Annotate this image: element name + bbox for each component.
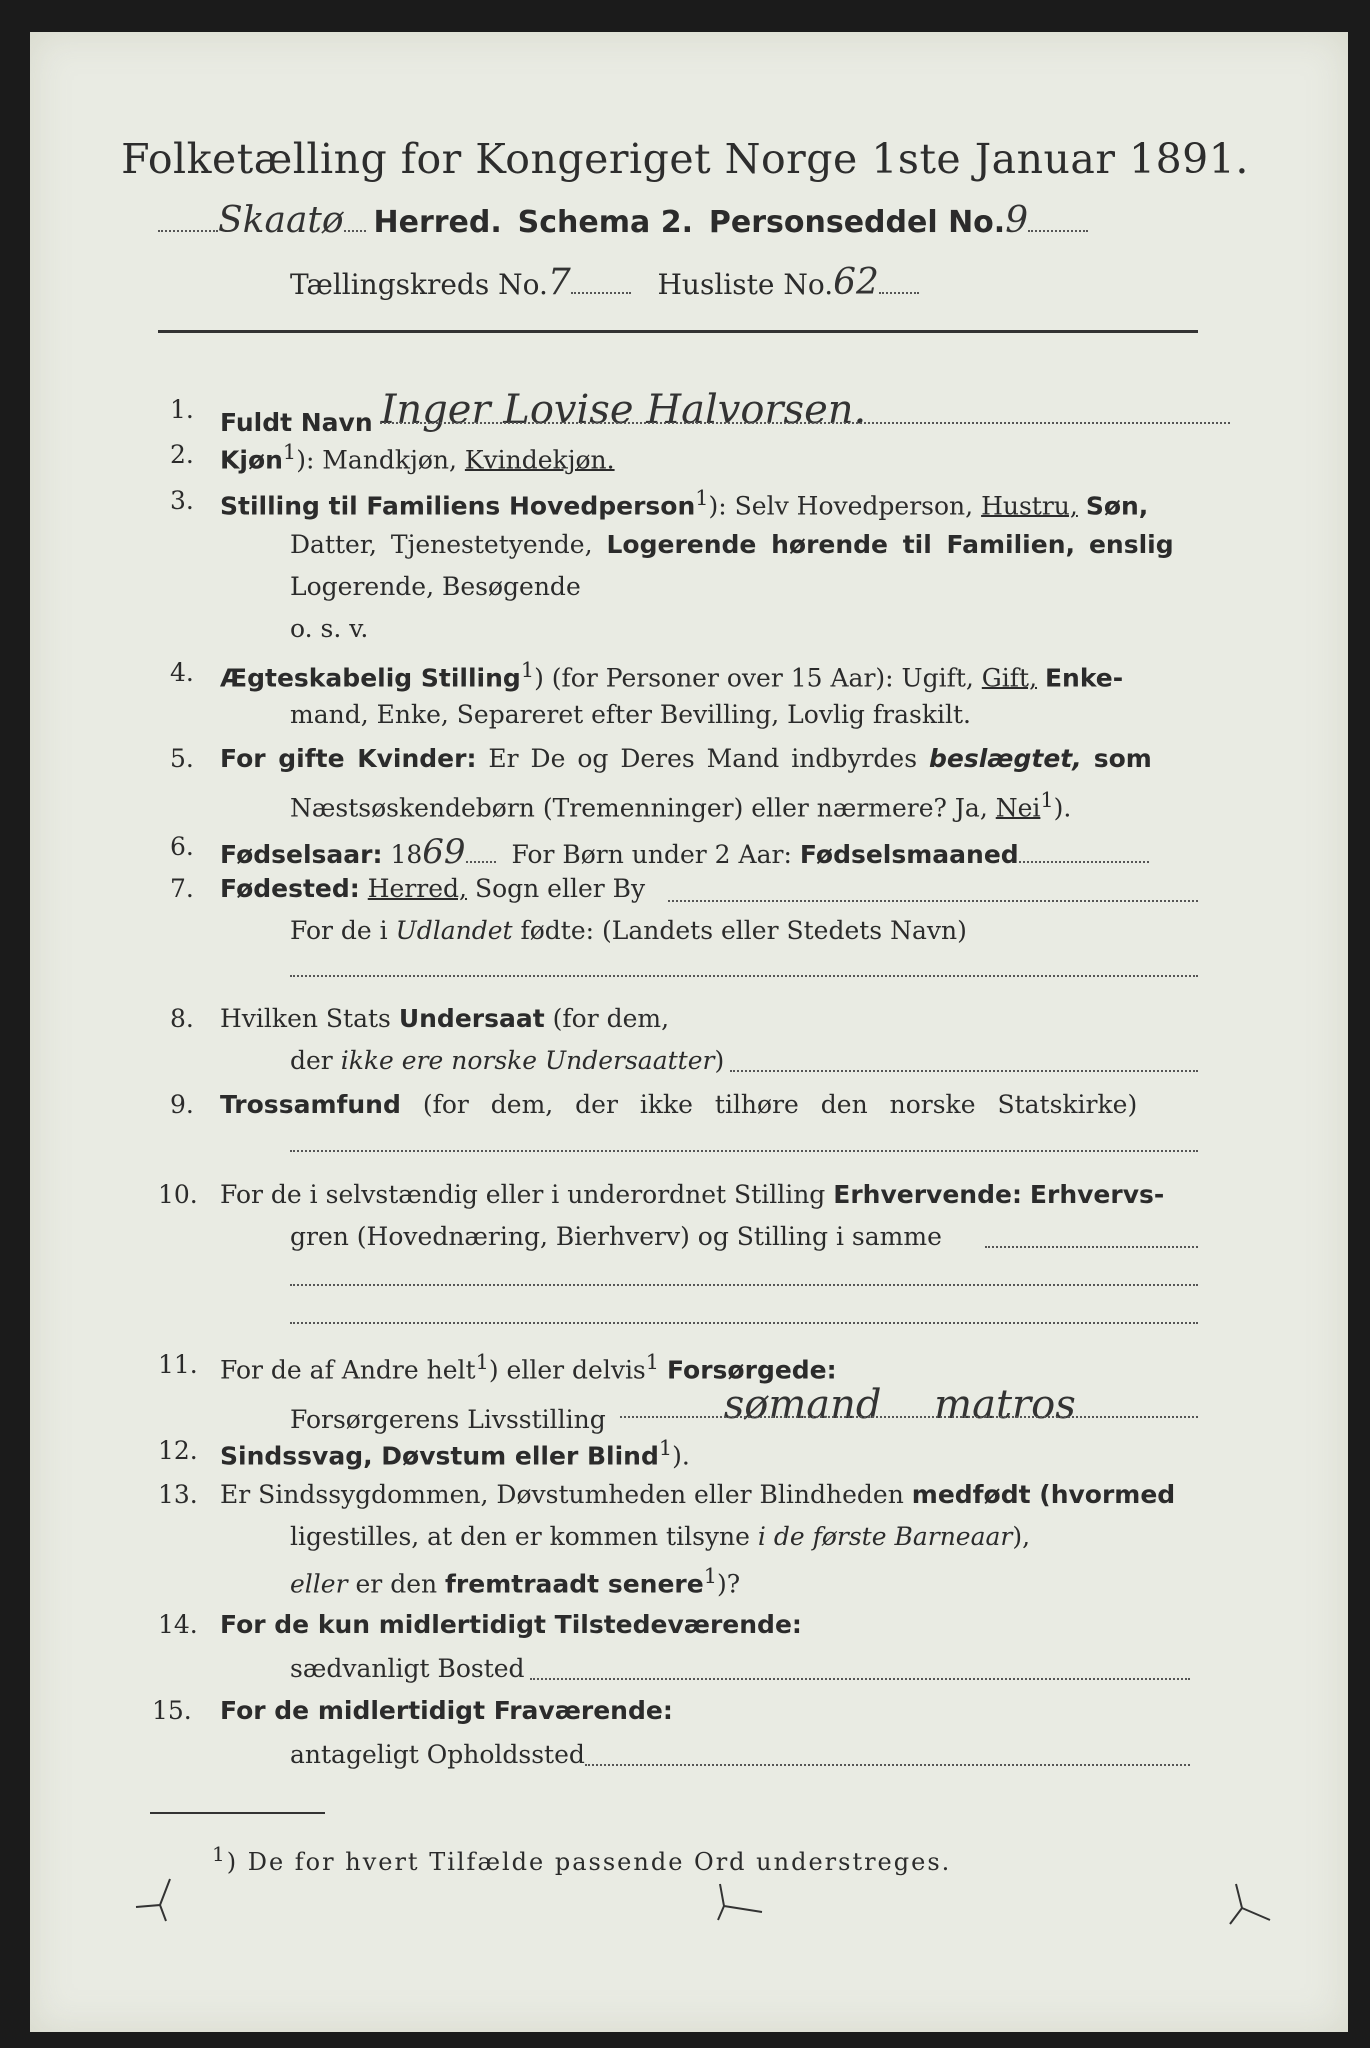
- q5-line2-text: Næstsøskendebørn (Tremenninger) eller nærmere? Ja,: [290, 793, 988, 823]
- q5-footnote-mark: 1: [1040, 788, 1054, 812]
- q5-line2-end: ).: [1053, 793, 1072, 823]
- q9-label: Trossamfund: [220, 1090, 401, 1119]
- q3-underlined-option: Hustru,: [981, 491, 1078, 521]
- q4-option-b: Enke-: [1044, 663, 1124, 693]
- q7-label: Fødested:: [220, 874, 360, 903]
- center-bracket-mark: [690, 1880, 770, 1930]
- q2-row: [220, 440, 615, 474]
- q11-handwritten-occupation: sømand matros: [723, 1382, 1076, 1428]
- q7-underlined-option: Herred,: [367, 874, 467, 903]
- q12-end: ).: [672, 1441, 690, 1471]
- q10-text-b: Erhvervs-: [1029, 1180, 1165, 1209]
- herred-handwritten: Skaatø: [218, 200, 344, 241]
- q5-number: 5.: [170, 744, 194, 773]
- q7-line2-italic: Udlandet: [395, 916, 513, 945]
- q3-line3: Logerende, Besøgende: [290, 572, 581, 601]
- q1-handwritten-name: Inger Lovise Halvorsen.: [380, 387, 867, 433]
- q11-line2-text: Forsørgerens Livsstilling: [290, 1405, 606, 1434]
- q3-label: Stilling til Familiens Hovedperson: [220, 491, 696, 521]
- schema-label: Schema 2.: [517, 205, 693, 240]
- q5-label: For gifte Kvinder:: [220, 744, 477, 773]
- q3-line2: [290, 530, 1174, 559]
- q4-row: [220, 658, 1123, 692]
- q9-dotted-line: [290, 1150, 1198, 1152]
- q15-dotted-line: [585, 1764, 1190, 1766]
- q13-line3: [290, 1564, 740, 1598]
- q11-text-b: ) eller delvis: [488, 1355, 646, 1385]
- q14-label: For de kun midlertidigt Tilstedeværende:: [220, 1610, 802, 1639]
- q1-dotted-line: [380, 422, 1230, 424]
- q6-row: [220, 832, 1149, 872]
- q2-options: ): Mandkjøn,: [296, 445, 457, 475]
- q14-dotted-line: [530, 1678, 1190, 1680]
- q9-text: (for dem, der ikke tilhøre den norske Statskirke): [422, 1090, 1138, 1119]
- q5-text: Er De og Deres Mand indbyrdes: [488, 744, 918, 773]
- q14-number: 14.: [158, 1610, 198, 1639]
- q2-footnote-mark: 1: [282, 440, 297, 464]
- q4-line2: mand, Enke, Separeret efter Bevilling, Lovlig fraskilt.: [290, 700, 971, 729]
- q6-children-text: For Børn under 2 Aar:: [511, 840, 792, 869]
- q14-line2: sædvanligt Bosted: [290, 1654, 525, 1683]
- q15-line2: antageligt Opholdssted: [290, 1740, 585, 1769]
- footnote-text: ) De for hvert Tilfælde passende Ord understreges.: [226, 1848, 952, 1876]
- q4-label: Ægteskabelig Stilling: [220, 663, 521, 693]
- q12-number: 12.: [158, 1436, 198, 1465]
- q8-text-a: Hvilken Stats: [220, 1004, 391, 1033]
- q5-italic: beslægtet,: [929, 744, 1082, 773]
- q11-footnote-mark-1: 1: [475, 1350, 489, 1374]
- q12-footnote-mark: 1: [658, 1436, 673, 1460]
- q8-label: Undersaat: [398, 1004, 545, 1033]
- q6-month-label: Fødselsmaaned: [799, 840, 1019, 869]
- q2-label: Kjøn: [220, 445, 283, 475]
- q5-line2: [290, 788, 1071, 822]
- footnote-mark: 1: [212, 1842, 227, 1866]
- q4-footnote-mark: 1: [520, 658, 535, 682]
- q14-row: [220, 1610, 802, 1639]
- husliste-handwritten: 62: [833, 262, 879, 303]
- q13-line2-a: ligestilles, at den er kommen tilsyne: [290, 1522, 750, 1551]
- q2-number: 2.: [170, 440, 194, 469]
- q12-row: [220, 1436, 690, 1470]
- q5-row: [220, 744, 1152, 773]
- q11-footnote-mark-2: 1: [645, 1350, 660, 1374]
- q8-text-b: (for dem,: [552, 1004, 670, 1033]
- footnote: [212, 1842, 951, 1876]
- q13-number: 13.: [158, 1480, 198, 1509]
- q7-row: [220, 874, 645, 903]
- q13-line3-end: )?: [716, 1569, 741, 1599]
- q3-line2-c: enslig: [1088, 530, 1174, 559]
- q1-label: Fuldt Navn: [220, 408, 373, 437]
- q13-line3-label: fremtraadt senere: [445, 1569, 704, 1599]
- q11-text-a: For de af Andre helt: [220, 1355, 476, 1385]
- footnote-divider: [150, 1812, 325, 1814]
- q10-label: Erhvervende:: [833, 1180, 1022, 1209]
- q10-text-a: For de i selvstændig eller i underordnet Stilling: [220, 1180, 826, 1209]
- q12-label: Sindssvag, Døvstum eller Blind: [220, 1441, 659, 1471]
- q10-line2: gren (Hovednæring, Bierhverv) og Stilling i samme: [290, 1222, 942, 1251]
- q9-row: [220, 1090, 1137, 1119]
- q10-dotted-line-2: [290, 1284, 1198, 1286]
- q11-number: 11.: [158, 1350, 198, 1379]
- q4-options: ) (for Personer over 15 Aar): Ugift,: [534, 663, 974, 693]
- q10-dotted-line-3: [290, 1322, 1198, 1324]
- personseddel-handwritten: 9: [1005, 200, 1029, 241]
- q5-underlined-option: Nei: [995, 793, 1041, 823]
- herred-label: Herred.: [373, 205, 502, 240]
- q3-option-a: ): Selv Hovedperson,: [708, 491, 974, 521]
- q13-footnote-mark: 1: [703, 1564, 717, 1588]
- husliste-label: Husliste No.: [657, 268, 834, 301]
- q11-label: Forsørgede:: [666, 1355, 837, 1385]
- q7-line2-b: fødte: (Landets eller Stedets Navn): [520, 916, 967, 945]
- q15-label: For de midlertidigt Fraværende:: [220, 1696, 673, 1725]
- q13-row: [220, 1480, 1175, 1509]
- kreds-label: Tællingskreds No.: [290, 268, 548, 301]
- q13-line3-italic: eller: [290, 1569, 348, 1599]
- q8-dotted-line: [730, 1070, 1198, 1072]
- q8-row: [220, 1004, 669, 1033]
- q13-line2: [290, 1522, 1030, 1551]
- q7-number: 7.: [170, 874, 194, 903]
- q6-number: 6.: [170, 832, 194, 861]
- q3-line2-a: Datter, Tjenestetyende,: [290, 530, 593, 559]
- q3-line2-b: Logerende hørende til Familien,: [606, 530, 1075, 559]
- q8-line2-italic: ikke ere norske Undersaatter: [340, 1046, 715, 1075]
- left-bracket-mark: [130, 1875, 190, 1925]
- q7-options: Sogn eller By: [474, 874, 646, 903]
- q5-end: som: [1093, 744, 1152, 773]
- kreds-handwritten: 7: [547, 262, 571, 303]
- q6-label: Fødselsaar:: [220, 840, 383, 869]
- q4-number: 4.: [170, 658, 194, 687]
- q4-underlined-option: Gift,: [981, 663, 1038, 693]
- q11-dotted-line: [620, 1416, 1198, 1418]
- q7-dotted-line: [668, 900, 1198, 902]
- q1-row: [220, 387, 867, 441]
- q6-century: 18: [390, 840, 423, 869]
- q3-number: 3.: [170, 486, 194, 515]
- q13-text: Er Sindssygdommen, Døvstumheden eller Blindheden: [220, 1480, 904, 1509]
- q13-line2-b: ),: [1012, 1522, 1031, 1551]
- q1-number: 1.: [170, 395, 194, 424]
- q10-number: 10.: [158, 1180, 198, 1209]
- q3-footnote-mark: 1: [695, 486, 709, 510]
- header-kreds-row: [290, 262, 919, 303]
- q13-label: medfødt (hvormed: [911, 1480, 1176, 1509]
- header-herred-row: [158, 200, 1088, 241]
- form-title: Folketælling for Kongeriget Norge 1ste Januar 1891.: [121, 135, 1249, 183]
- q10-dotted-line: [985, 1246, 1198, 1248]
- q3-row: [220, 486, 1148, 520]
- q11-line2: [290, 1382, 1076, 1438]
- q10-row: [220, 1180, 1164, 1209]
- q6-handwritten-year: 69: [422, 832, 466, 872]
- q3-option-b: Søn,: [1085, 491, 1149, 521]
- q13-line3-a: er den: [355, 1569, 438, 1599]
- header-divider: [158, 330, 1198, 333]
- q15-number: 15.: [152, 1696, 192, 1725]
- q8-line2-a: der: [290, 1046, 333, 1075]
- q3-line4: o. s. v.: [290, 614, 369, 643]
- q7-line2-a: For de i: [290, 916, 388, 945]
- q9-number: 9.: [170, 1090, 194, 1119]
- q7-dotted-line-2: [290, 975, 1198, 977]
- q8-number: 8.: [170, 1004, 194, 1033]
- q13-line2-italic: i de første Barneaar: [757, 1522, 1013, 1551]
- q2-underlined-option: Kvindekjøn.: [464, 445, 615, 475]
- personseddel-label: Personseddel No.: [708, 205, 1006, 240]
- q8-line2: der ikke ere norske Undersaatter): [290, 1046, 725, 1075]
- right-bracket-mark: [1220, 1880, 1280, 1930]
- q7-line2: [290, 916, 967, 945]
- q11-row: [220, 1350, 837, 1384]
- q15-row: [220, 1696, 673, 1725]
